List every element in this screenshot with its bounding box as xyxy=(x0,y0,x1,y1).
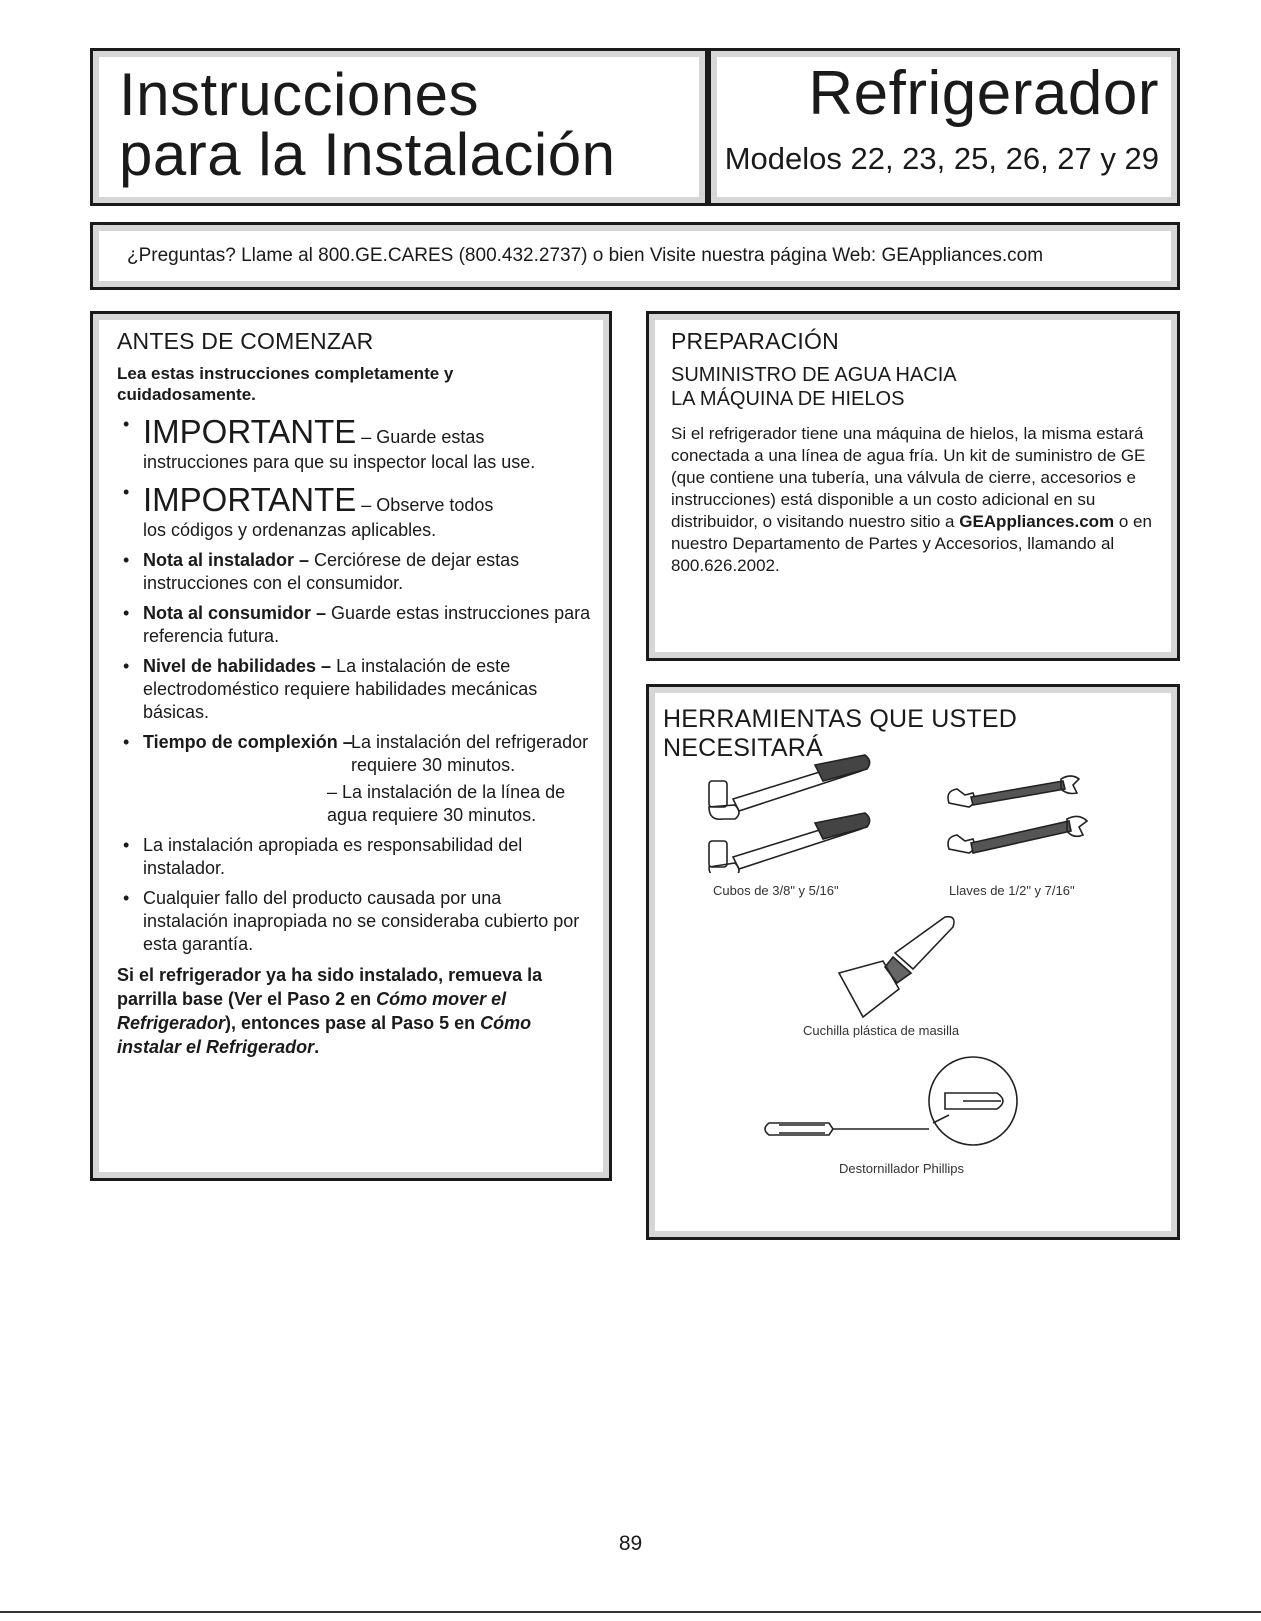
title-line-2: para la Instalación xyxy=(119,121,616,188)
header-title-box xyxy=(90,48,708,206)
questions-text: ¿Preguntas? Llame al 800.GE.CARES (800.432.2737) o bien Visite nuestra página Web: GEAppliances.com xyxy=(127,245,1044,266)
socket-wrench-icon xyxy=(705,753,875,873)
important-label: IMPORTANTE xyxy=(143,481,357,518)
bottom-rule xyxy=(0,1611,1261,1613)
caption-screwdriver: Destornillador Phillips xyxy=(839,1161,964,1176)
product-name: Refrigerador xyxy=(808,59,1159,128)
caption-putty-knife: Cuchilla plástica de masilla xyxy=(803,1023,960,1038)
list-item: • Nivel de habilidades – La instalación de este electrodoméstico requiere habilidades mecánicas básicas. xyxy=(123,656,538,722)
list-item: • Nota al consumidor – Guarde estas instrucciones para referencia futura. xyxy=(123,603,591,646)
phillips-screwdriver-icon xyxy=(749,1053,1049,1163)
preparacion-section xyxy=(646,311,1180,661)
herramientas-section xyxy=(646,684,1180,1240)
list-item: • Tiempo de complexión – La instalación del refrigerador requiere 30 minutos. – La instalación de la línea de agua requiere 30 minutos. xyxy=(123,732,589,825)
caption-wrenches: Llaves de 1/2" y 7/16" xyxy=(949,883,1075,898)
antes-list xyxy=(117,413,591,956)
page-number: 89 xyxy=(618,1532,643,1555)
herramientas-heading: HERRAMIENTAS QUE USTED NECESITARÁ xyxy=(663,705,1017,762)
preparacion-heading: PREPARACIÓN xyxy=(671,328,839,354)
important-label: IMPORTANTE xyxy=(143,413,357,450)
header-product-box xyxy=(708,48,1180,206)
questions-bar xyxy=(90,222,1180,290)
list-item: • La instalación apropiada es responsabilidad del instalador. xyxy=(123,835,523,878)
preparacion-body: Si el refrigerador tiene una máquina de hielos, la misma estará conectada a una línea de agua fría. Un kit de suministro de GE (que contiene una tubería, una válvula de cierre, accesorios e instrucciones) está disponible a un costo adicional en su distribuidor, o visitando nuestro sitio a GEAppliances.com o en nuestro Departamento de Partes y Accesorios, llamando al 800.626.2002. xyxy=(671,424,1152,575)
title-line-1: Instrucciones xyxy=(119,61,479,128)
antes-closing-note: Si el refrigerador ya ha sido instalado, remueva la parrilla base (Ver el Paso 2 en Cómo mover el Refrigerador), entonces pase al Paso 5 en Cómo instalar el Refrigerador. xyxy=(117,965,543,1057)
preparacion-subheading: SUMINISTRO DE AGUA HACIA LA MÁQUINA DE HIELOS xyxy=(671,364,957,410)
list-item: • IMPORTANTE – Observe todos los códigos y ordenanzas aplicables. xyxy=(123,481,494,540)
caption-sockets: Cubos de 3/8" y 5/16" xyxy=(713,883,839,898)
antes-section xyxy=(90,311,612,1181)
antes-heading: ANTES DE COMENZAR xyxy=(117,328,374,354)
list-item: • Cualquier fallo del producto causada por una instalación inapropiada no se consideraba cubierto por esta garantía. xyxy=(123,888,580,954)
list-item: • IMPORTANTE – Guarde estas instrucciones para que su inspector local las use. xyxy=(123,413,536,472)
antes-lead: Lea estas instrucciones completamente y cuidadosamente. xyxy=(117,364,454,404)
list-item: • Nota al instalador – Cerciórese de dejar estas instrucciones con el consumidor. xyxy=(123,550,520,593)
putty-knife-icon xyxy=(835,913,965,1023)
model-list: Modelos 22, 23, 25, 26, 27 y 29 xyxy=(724,141,1159,176)
open-end-wrench-icon xyxy=(943,773,1093,863)
